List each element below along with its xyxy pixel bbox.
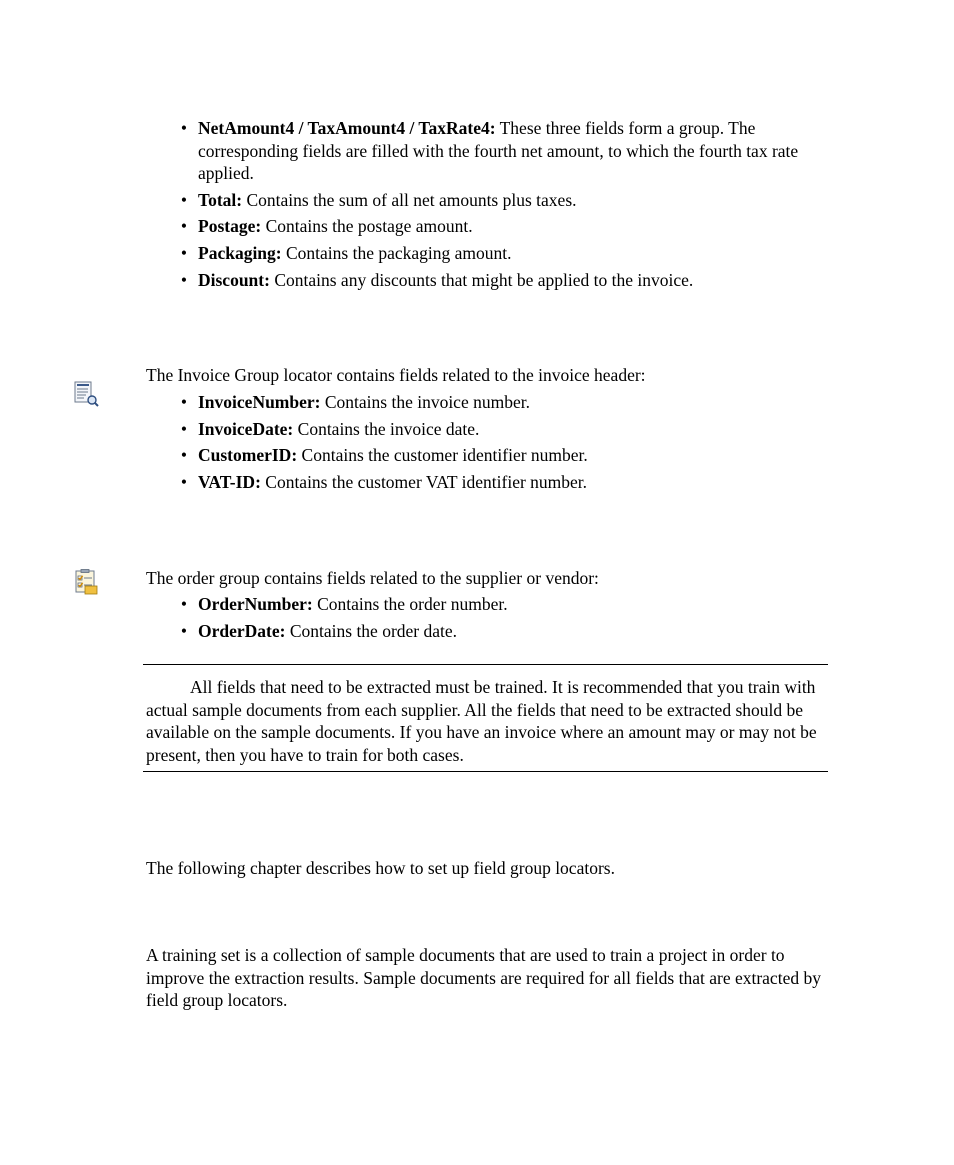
list-item	[180, 189, 828, 212]
list-item	[180, 242, 828, 265]
field-description: Contains the invoice date.	[293, 418, 480, 439]
note-box	[143, 664, 828, 772]
field-term: CustomerID:	[198, 445, 298, 466]
list-item	[180, 117, 828, 185]
list-item	[180, 269, 828, 292]
field-term: VAT-ID:	[198, 472, 261, 493]
order-group-intro: The order group contains fields related to the supplier or vendor:	[146, 568, 599, 588]
bullet: •	[180, 392, 188, 412]
bullet: •	[180, 118, 188, 138]
bullet: •	[180, 594, 188, 614]
field-description: Contains the order number.	[312, 594, 508, 614]
list-item	[180, 418, 828, 441]
field-description: Contains the customer VAT identifier number.	[260, 472, 588, 493]
field-term: InvoiceNumber:	[198, 392, 321, 412]
field-description: Contains the packaging amount.	[281, 243, 512, 264]
field-term: OrderDate:	[198, 620, 286, 641]
field-description: Contains the order date.	[285, 620, 458, 641]
list-item	[180, 593, 828, 616]
training-set-paragraph: A training set is a collection of sample documents that are used to train a project in order to improve the extraction results. Sample documents are required for all fields that are extracted by field group locators.	[146, 945, 821, 1010]
order-checklist-icon	[73, 569, 99, 595]
field-description: Contains the sum of all net amounts plus taxes.	[242, 189, 577, 210]
field-description: Contains the customer identifier number.	[297, 445, 588, 466]
bullet: •	[180, 216, 188, 237]
bullet: •	[180, 243, 188, 264]
bullet: •	[180, 620, 188, 641]
list-item	[180, 215, 828, 238]
field-term: NetAmount4 / TaxAmount4 / TaxRate4:	[198, 118, 496, 138]
bullet: •	[180, 269, 188, 290]
field-term: Total:	[198, 189, 243, 210]
amount-fields-list	[180, 117, 828, 295]
bullet: •	[180, 189, 188, 210]
field-term: Discount:	[198, 269, 270, 290]
note-text: All fields that need to be extracted must be trained. It is recommended that you train with actual sample documents from each supplier. All the fields that need to be extracted should be available on the sample documents. If you have an invoice where an amount may or may not be present, then you have to train for both cases.	[146, 677, 817, 765]
field-description: Contains any discounts that might be applied to the invoice.	[269, 269, 694, 290]
field-term: Packaging:	[198, 243, 282, 264]
bullet: •	[180, 418, 188, 439]
list-item	[180, 471, 828, 494]
field-term: Postage:	[198, 216, 262, 237]
invoice-group-intro: The Invoice Group locator contains fields related to the invoice header:	[146, 365, 646, 385]
order-group-list	[180, 593, 828, 646]
bullet: •	[180, 445, 188, 466]
field-term: InvoiceDate:	[198, 418, 294, 439]
field-description: Contains the invoice number.	[320, 392, 530, 412]
field-term: OrderNumber:	[198, 594, 313, 614]
invoice-document-icon	[73, 381, 99, 407]
field-description: Contains the postage amount.	[261, 216, 473, 237]
chapter-intro: The following chapter describes how to set up field group locators.	[146, 858, 615, 878]
invoice-group-list	[180, 391, 828, 498]
bullet: •	[180, 472, 188, 493]
field-description: These three fields form a group. The corresponding fields are filled with the fourth net amount, to which the fourth tax rate applied.	[198, 118, 799, 183]
list-item	[180, 391, 828, 414]
list-item	[180, 620, 828, 643]
list-item	[180, 444, 828, 467]
